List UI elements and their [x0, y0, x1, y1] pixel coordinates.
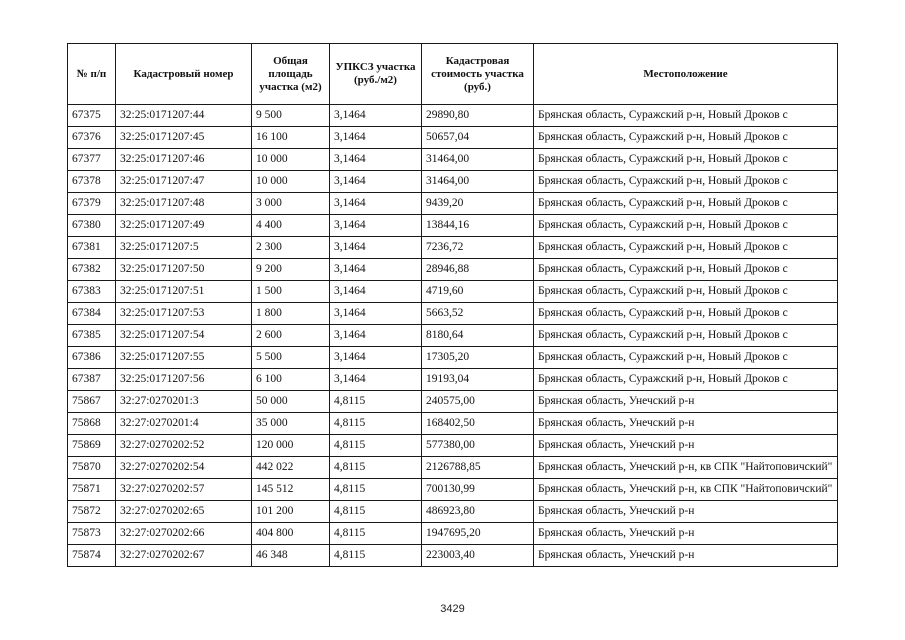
cell-cost: 1947695,20: [422, 523, 534, 545]
cell-location: Брянская область, Унечский р-н: [534, 545, 838, 567]
cell-area: 9 500: [252, 105, 330, 127]
cell-location: Брянская область, Суражский р-н, Новый Дроков с: [534, 105, 838, 127]
cell-area: 6 100: [252, 369, 330, 391]
cell-num: 75868: [68, 413, 116, 435]
cell-cost: 50657,04: [422, 127, 534, 149]
cell-location: Брянская область, Унечский р-н, кв СПК "Найтоповичский": [534, 457, 838, 479]
cell-area: 404 800: [252, 523, 330, 545]
cell-upksz: 3,1464: [330, 369, 422, 391]
cell-cadnum: 32:25:0171207:53: [116, 303, 252, 325]
cell-upksz: 4,8115: [330, 457, 422, 479]
cell-cost: 2126788,85: [422, 457, 534, 479]
cell-area: 16 100: [252, 127, 330, 149]
cell-upksz: 4,8115: [330, 413, 422, 435]
cell-upksz: 3,1464: [330, 105, 422, 127]
cell-num: 75869: [68, 435, 116, 457]
header-num: № п/п: [68, 44, 116, 105]
cell-num: 67382: [68, 259, 116, 281]
cell-cost: 577380,00: [422, 435, 534, 457]
table-row: [68, 523, 838, 545]
cell-location: Брянская область, Унечский р-н: [534, 391, 838, 413]
cell-location: Брянская область, Суражский р-н, Новый Дроков с: [534, 325, 838, 347]
cell-location: Брянская область, Суражский р-н, Новый Дроков с: [534, 215, 838, 237]
table-row: [68, 325, 838, 347]
table-row: [68, 171, 838, 193]
cell-location: Брянская область, Унечский р-н: [534, 501, 838, 523]
table-row: [68, 259, 838, 281]
cell-num: 75867: [68, 391, 116, 413]
cell-cost: 486923,80: [422, 501, 534, 523]
cell-area: 101 200: [252, 501, 330, 523]
cell-num: 67385: [68, 325, 116, 347]
cell-num: 67381: [68, 237, 116, 259]
cell-area: 2 600: [252, 325, 330, 347]
cell-location: Брянская область, Суражский р-н, Новый Дроков с: [534, 193, 838, 215]
cell-area: 35 000: [252, 413, 330, 435]
cell-cost: 8180,64: [422, 325, 534, 347]
cell-cadnum: 32:25:0171207:56: [116, 369, 252, 391]
cell-cost: 223003,40: [422, 545, 534, 567]
cell-upksz: 3,1464: [330, 149, 422, 171]
cell-area: 5 500: [252, 347, 330, 369]
cell-cadnum: 32:25:0171207:45: [116, 127, 252, 149]
table-row: [68, 545, 838, 567]
cell-upksz: 3,1464: [330, 347, 422, 369]
header-upksz: УПКСЗ участка (руб./м2): [330, 44, 422, 105]
cell-cadnum: 32:25:0171207:49: [116, 215, 252, 237]
table-row: [68, 369, 838, 391]
cell-cost: 168402,50: [422, 413, 534, 435]
cell-cost: 19193,04: [422, 369, 534, 391]
cell-cost: 28946,88: [422, 259, 534, 281]
cell-cadnum: 32:27:0270202:52: [116, 435, 252, 457]
cell-upksz: 3,1464: [330, 303, 422, 325]
table-row: [68, 303, 838, 325]
table-row: [68, 347, 838, 369]
cell-area: 3 000: [252, 193, 330, 215]
cell-cadnum: 32:25:0171207:5: [116, 237, 252, 259]
cell-location: Брянская область, Суражский р-н, Новый Дроков с: [534, 347, 838, 369]
cell-cost: 17305,20: [422, 347, 534, 369]
cell-cost: 4719,60: [422, 281, 534, 303]
cell-cost: 7236,72: [422, 237, 534, 259]
cadastral-table: [67, 43, 838, 567]
cell-location: Брянская область, Суражский р-н, Новый Дроков с: [534, 149, 838, 171]
cell-upksz: 3,1464: [330, 281, 422, 303]
cell-location: Брянская область, Суражский р-н, Новый Дроков с: [534, 127, 838, 149]
cell-num: 67380: [68, 215, 116, 237]
cell-upksz: 4,8115: [330, 391, 422, 413]
cell-upksz: 4,8115: [330, 479, 422, 501]
cell-upksz: 4,8115: [330, 501, 422, 523]
table-row: [68, 391, 838, 413]
cell-cost: 700130,99: [422, 479, 534, 501]
cell-num: 75874: [68, 545, 116, 567]
cell-area: 1 500: [252, 281, 330, 303]
cell-location: Брянская область, Суражский р-н, Новый Дроков с: [534, 369, 838, 391]
cell-cadnum: 32:25:0171207:51: [116, 281, 252, 303]
cell-cadnum: 32:27:0270202:65: [116, 501, 252, 523]
cell-num: 67376: [68, 127, 116, 149]
cell-upksz: 4,8115: [330, 545, 422, 567]
cell-area: 145 512: [252, 479, 330, 501]
cell-cadnum: 32:27:0270202:57: [116, 479, 252, 501]
cell-area: 1 800: [252, 303, 330, 325]
table-row: [68, 281, 838, 303]
table-row: [68, 237, 838, 259]
cell-location: Брянская область, Унечский р-н: [534, 413, 838, 435]
cell-location: Брянская область, Суражский р-н, Новый Дроков с: [534, 303, 838, 325]
table-header-row: [68, 44, 838, 105]
header-location: Местоположение: [534, 44, 838, 105]
cell-num: 67386: [68, 347, 116, 369]
cell-upksz: 3,1464: [330, 127, 422, 149]
cell-cost: 29890,80: [422, 105, 534, 127]
cell-area: 2 300: [252, 237, 330, 259]
cell-cost: 13844,16: [422, 215, 534, 237]
table-row: [68, 215, 838, 237]
cell-cost: 240575,00: [422, 391, 534, 413]
cell-area: 10 000: [252, 171, 330, 193]
cell-num: 67378: [68, 171, 116, 193]
cell-num: 67387: [68, 369, 116, 391]
cell-area: 46 348: [252, 545, 330, 567]
cell-cadnum: 32:25:0171207:54: [116, 325, 252, 347]
cell-cadnum: 32:27:0270202:54: [116, 457, 252, 479]
cell-upksz: 3,1464: [330, 193, 422, 215]
cell-location: Брянская область, Унечский р-н, кв СПК "Найтоповичский": [534, 479, 838, 501]
cell-num: 67384: [68, 303, 116, 325]
cell-cadnum: 32:25:0171207:48: [116, 193, 252, 215]
cell-num: 75872: [68, 501, 116, 523]
cell-cadnum: 32:27:0270201:4: [116, 413, 252, 435]
cell-num: 67377: [68, 149, 116, 171]
header-cadnum: Кадастровый номер: [116, 44, 252, 105]
cell-num: 75870: [68, 457, 116, 479]
cell-area: 50 000: [252, 391, 330, 413]
cell-area: 9 200: [252, 259, 330, 281]
cell-location: Брянская область, Унечский р-н: [534, 435, 838, 457]
table-row: [68, 501, 838, 523]
cell-upksz: 4,8115: [330, 523, 422, 545]
cell-upksz: 4,8115: [330, 435, 422, 457]
page-number: 3429: [440, 603, 465, 615]
table-row: [68, 105, 838, 127]
cell-num: 75873: [68, 523, 116, 545]
cell-upksz: 3,1464: [330, 325, 422, 347]
table-row: [68, 435, 838, 457]
table-row: [68, 149, 838, 171]
cell-cost: 5663,52: [422, 303, 534, 325]
cell-cadnum: 32:25:0171207:47: [116, 171, 252, 193]
cell-cadnum: 32:25:0171207:50: [116, 259, 252, 281]
cell-cost: 9439,20: [422, 193, 534, 215]
cell-cadnum: 32:25:0171207:55: [116, 347, 252, 369]
table-row: [68, 413, 838, 435]
cell-area: 442 022: [252, 457, 330, 479]
cell-cost: 31464,00: [422, 149, 534, 171]
cell-area: 4 400: [252, 215, 330, 237]
cell-upksz: 3,1464: [330, 259, 422, 281]
cell-cadnum: 32:25:0171207:44: [116, 105, 252, 127]
cell-cadnum: 32:27:0270202:67: [116, 545, 252, 567]
table-row: [68, 457, 838, 479]
header-area: Общая площадь участка (м2): [252, 44, 330, 105]
cell-cadnum: 32:27:0270201:3: [116, 391, 252, 413]
cell-upksz: 3,1464: [330, 215, 422, 237]
header-cost: Кадастровая стоимость участка (руб.): [422, 44, 534, 105]
cell-location: Брянская область, Суражский р-н, Новый Дроков с: [534, 171, 838, 193]
cell-area: 10 000: [252, 149, 330, 171]
cell-cadnum: 32:25:0171207:46: [116, 149, 252, 171]
cell-upksz: 3,1464: [330, 171, 422, 193]
cell-location: Брянская область, Суражский р-н, Новый Дроков с: [534, 281, 838, 303]
cell-location: Брянская область, Суражский р-н, Новый Дроков с: [534, 237, 838, 259]
cell-location: Брянская область, Унечский р-н: [534, 523, 838, 545]
cell-area: 120 000: [252, 435, 330, 457]
cell-num: 67379: [68, 193, 116, 215]
cell-cadnum: 32:27:0270202:66: [116, 523, 252, 545]
table-row: [68, 127, 838, 149]
cell-num: 67383: [68, 281, 116, 303]
cell-num: 67375: [68, 105, 116, 127]
cell-upksz: 3,1464: [330, 237, 422, 259]
table-row: [68, 193, 838, 215]
cell-cost: 31464,00: [422, 171, 534, 193]
cell-num: 75871: [68, 479, 116, 501]
table-row: [68, 479, 838, 501]
cell-location: Брянская область, Суражский р-н, Новый Дроков с: [534, 259, 838, 281]
table-body: [68, 105, 838, 567]
